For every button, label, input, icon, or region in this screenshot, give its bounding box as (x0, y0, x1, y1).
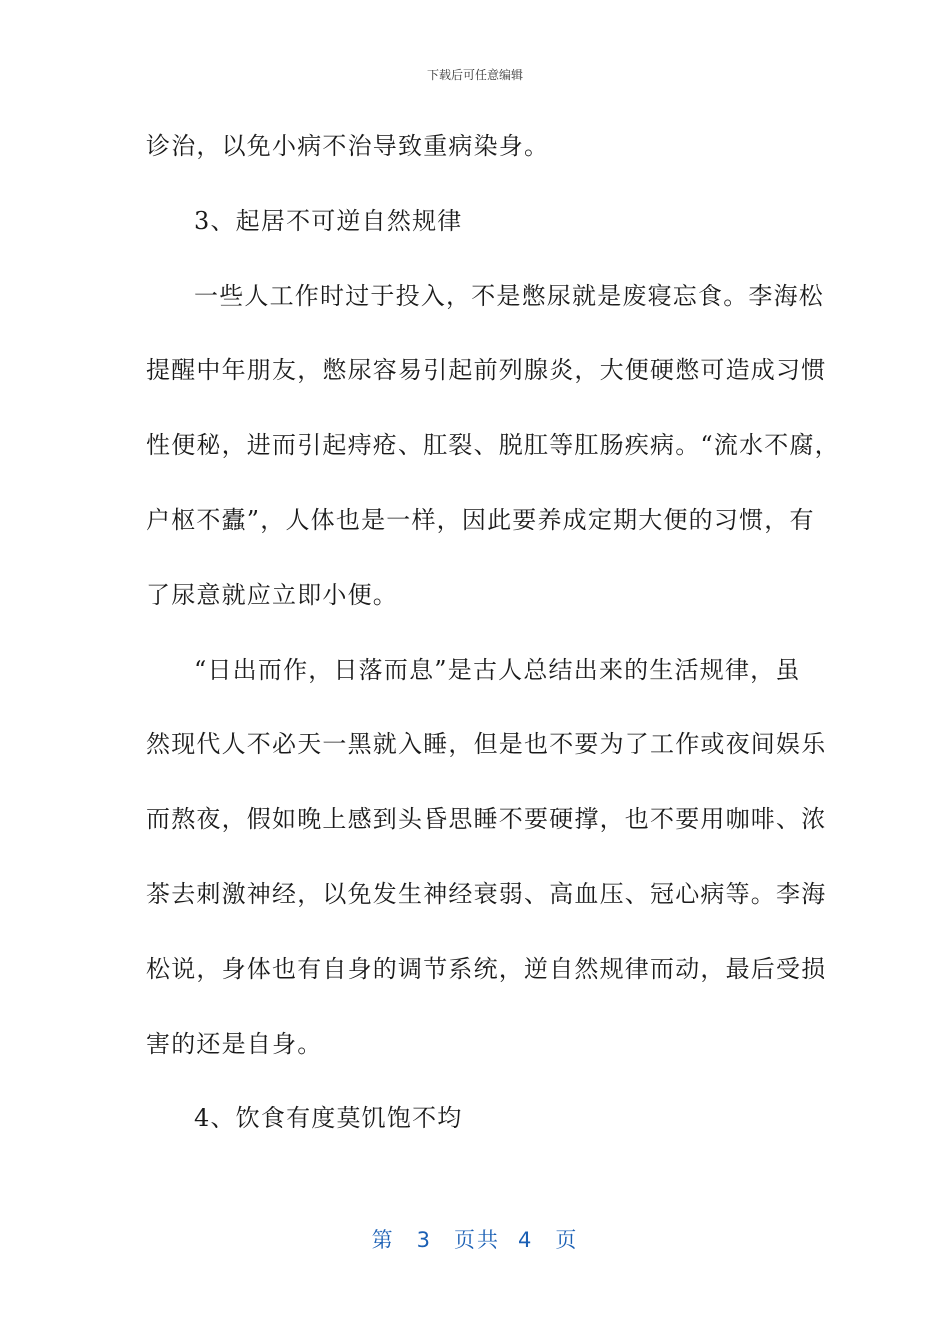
text-line: 户枢不蠹”，人体也是一样，因此要养成定期大便的习惯，有 (146, 505, 815, 534)
text-line: 了尿意就应立即小便。 (146, 580, 398, 609)
section-heading: 4、饮食有度莫饥饱不均 (194, 1104, 463, 1133)
text-line: 害的还是自身。 (146, 1029, 323, 1058)
text-line: “日出而作，日落而息”是古人总结出来的生活规律，虽 (194, 655, 801, 684)
current-page-number: 3 (416, 1228, 432, 1252)
footer-middle: 页共 (454, 1228, 500, 1252)
text-line: 性便秘，进而引起痔疮、肛裂、脱肛等肛肠疾病。“流水不腐， (146, 431, 840, 460)
text-line: 然现代人不必天一黑就入睡，但是也不要为了工作或夜间娱乐 (146, 730, 827, 759)
document-body (146, 120, 840, 1167)
footer-suffix: 页 (555, 1228, 579, 1252)
text-line: 一些人工作时过于投入，不是憋尿就是废寝忘食。李海松 (194, 281, 824, 310)
footer-prefix: 第 (371, 1228, 395, 1252)
text-line: 松说，身体也有自身的调节系统，逆自然规律而动，最后受损 (146, 954, 827, 983)
page-footer (0, 1224, 950, 1254)
text-line: 提醒中年朋友，憋尿容易引起前列腺炎，大便硬憋可造成习惯 (146, 356, 827, 385)
total-pages-number: 4 (518, 1228, 534, 1252)
page-header: 下载后可任意编辑 (426, 68, 523, 82)
text-line: 茶去刺激神经，以免发生神经衰弱、高血压、冠心病等。李海 (146, 879, 827, 908)
section-heading: 3、起居不可逆自然规律 (194, 206, 463, 235)
text-line: 诊治，以免小病不治导致重病染身。 (146, 132, 550, 160)
text-line: 而熬夜，假如晚上感到头昏思睡不要硬撑，也不要用咖啡、浓 (146, 805, 827, 834)
